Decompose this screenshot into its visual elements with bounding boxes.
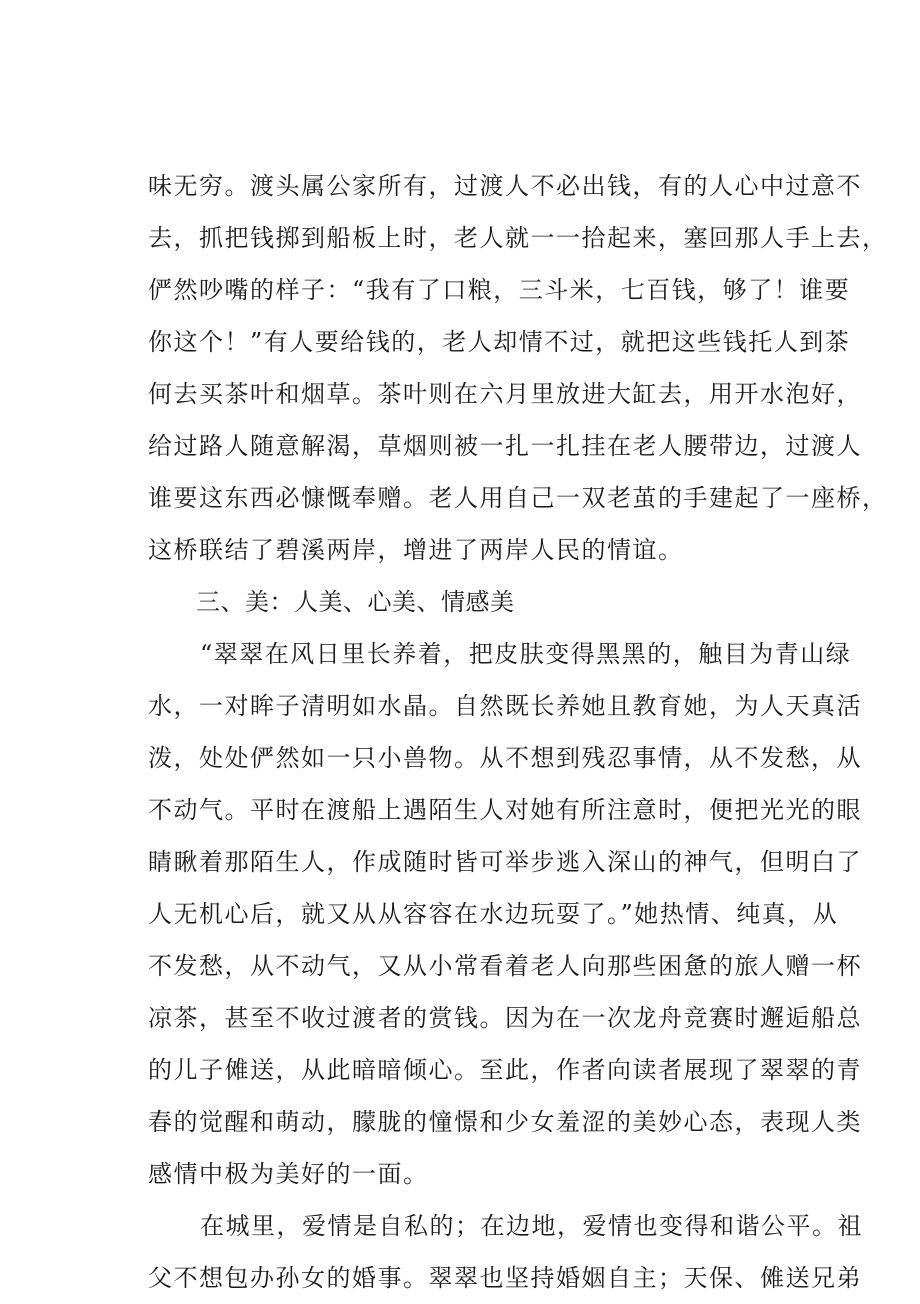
text-line: 何去买茶叶和烟草。茶叶则在六月里放进大缸去，用开水泡好， bbox=[148, 380, 862, 408]
text-line: 你这个！”有人要给钱的，老人却情不过，就把这些钱托人到茶 bbox=[148, 328, 851, 356]
text-line: 去，抓把钱掷到船板上时，老人就一一拾起来，塞回那人手上去， bbox=[148, 224, 888, 252]
text-line: 睛瞅着那陌生人，作成随时皆可举步逃入深山的神气，但明白了 bbox=[148, 848, 862, 876]
text-line: 人无机心后，就又从从容容在水边玩耍了。”她热情、纯真，从 bbox=[148, 900, 839, 928]
text-line: 感情中极为美好的一面。 bbox=[148, 1160, 429, 1188]
text-line: 父不想包办孙女的婚事。翠翠也坚持婚姻自主；天保、傩送兄弟 bbox=[148, 1264, 862, 1292]
paragraph-ferry bbox=[148, 160, 888, 576]
text-line: 泼，处处俨然如一只小兽物。从不想到残忍事情，从不发愁，从 bbox=[148, 744, 862, 772]
text-line: 谁要这东西必慷慨奉赠。老人用自己一双老茧的手建起了一座桥， bbox=[148, 484, 888, 512]
text-line: 的儿子傩送，从此暗暗倾心。至此，作者向读者展现了翠翠的青 bbox=[148, 1056, 862, 1084]
text-line: 不动气。平时在渡船上遇陌生人对她有所注意时，便把光光的眼 bbox=[148, 796, 862, 824]
paragraph-cuicui bbox=[148, 628, 862, 1200]
section-heading: 三、美：人美、心美、情感美 bbox=[196, 588, 515, 616]
document-body bbox=[148, 160, 888, 1304]
text-line: 俨然吵嘴的样子：“我有了口粮，三斗米，七百钱，够了！谁要 bbox=[148, 276, 851, 304]
paragraph-love bbox=[148, 1200, 863, 1304]
text-line: 凉茶，甚至不收过渡者的赏钱。因为在一次龙舟竞赛时邂逅船总 bbox=[148, 1004, 862, 1032]
text-line: 春的觉醒和萌动，朦胧的憧憬和少女羞涩的美妙心态，表现人类 bbox=[148, 1108, 862, 1136]
text-line: 这桥联结了碧溪两岸，增进了两岸人民的情谊。 bbox=[148, 536, 684, 564]
text-line: “翠翠在风日里长养着，把皮肤变得黑黑的，触目为青山绿 bbox=[200, 640, 852, 668]
text-line: 水，一对眸子清明如水晶。自然既长养她且教育她，为人天真活 bbox=[148, 692, 862, 720]
text-line: 味无穷。渡头属公家所有，过渡人不必出钱，有的人心中过意不 bbox=[148, 172, 862, 200]
text-line: 给过路人随意解渴，草烟则被一扎一扎挂在老人腰带边，过渡人 bbox=[148, 432, 862, 460]
text-line: 不发愁，从不动气，又从小常看着老人向那些困惫的旅人赠一杯 bbox=[148, 952, 862, 980]
text-line: 在城里，爱情是自私的；在边地，爱情也变得和谐公平。祖 bbox=[200, 1212, 863, 1240]
